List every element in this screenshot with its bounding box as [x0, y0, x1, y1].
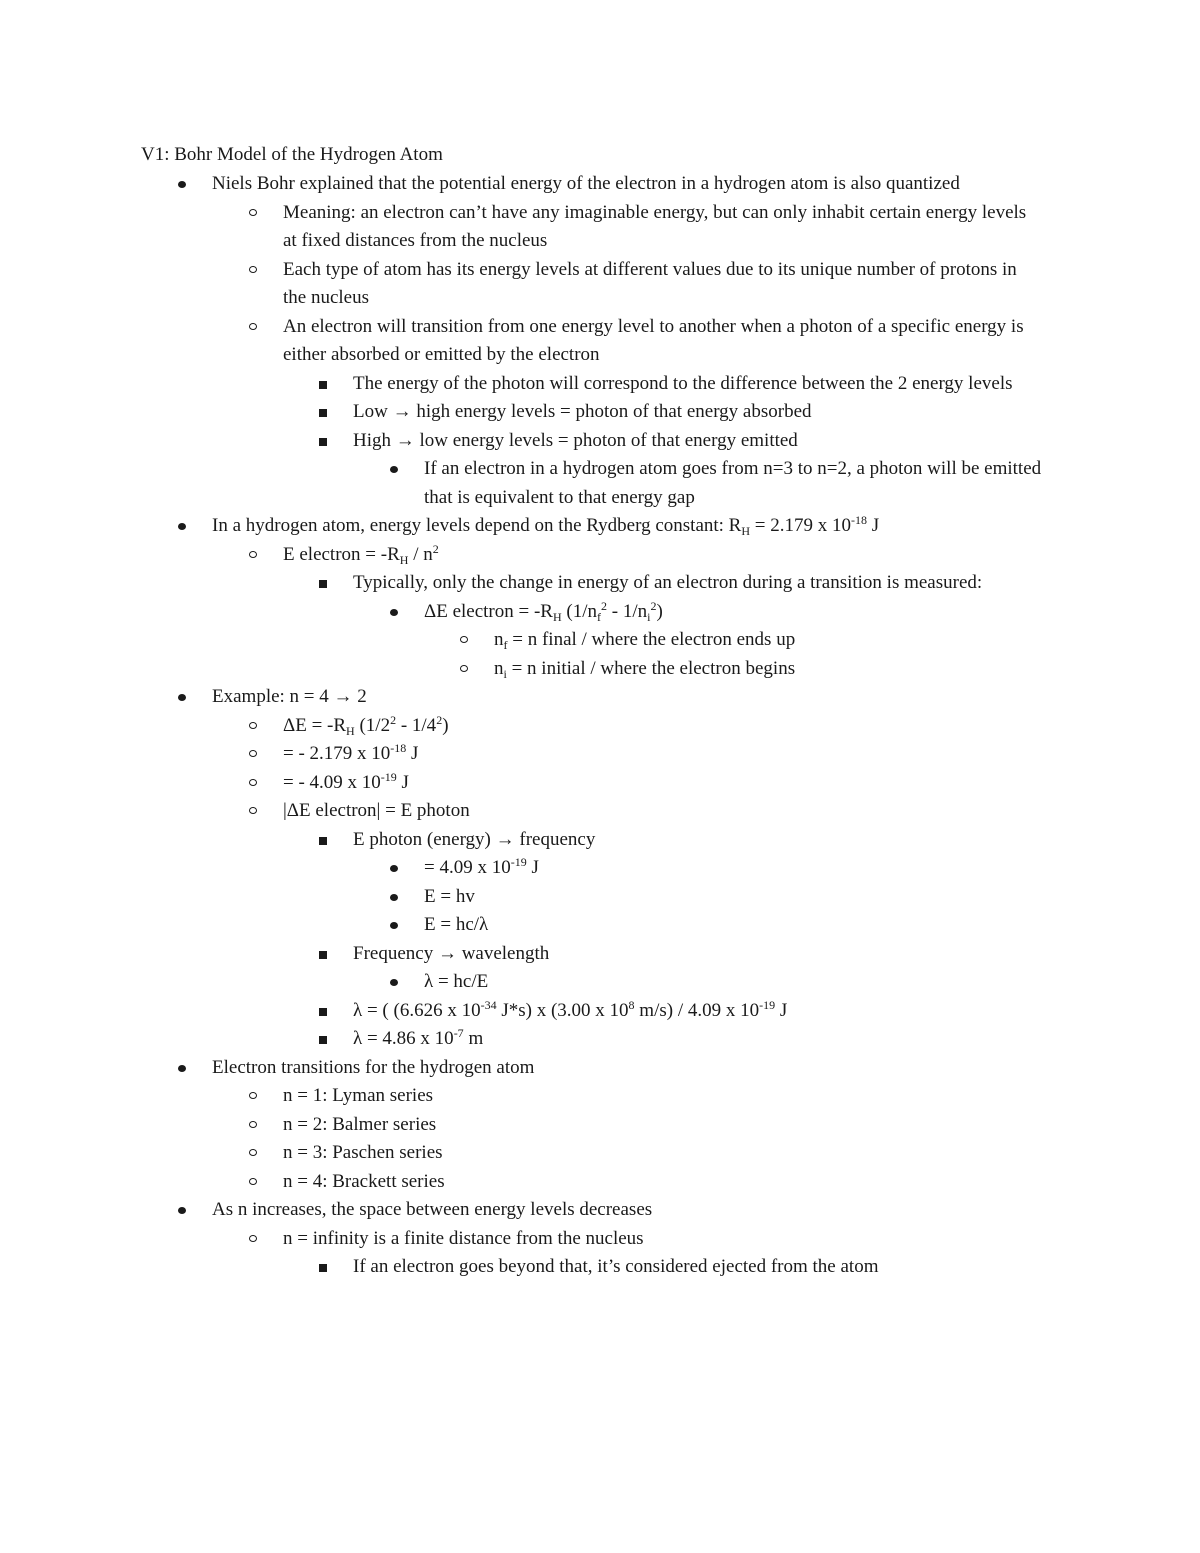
- text-segment: n = 1: Lyman series: [283, 1085, 434, 1106]
- text-segment: Frequency → wavelength: [353, 942, 550, 964]
- list-item: [0, 626, 1074, 655]
- circle-bullet-icon: [248, 712, 260, 741]
- supscript-text: -19: [759, 997, 776, 1012]
- disc-bullet-icon: [177, 512, 189, 541]
- list-item: [0, 883, 1064, 912]
- supscript-text: -7: [453, 1026, 464, 1040]
- text-segment: m: [463, 1028, 484, 1049]
- supscript-text: -19: [380, 769, 397, 784]
- list-item-text: [212, 1054, 1002, 1083]
- list-item-text: [212, 170, 1002, 199]
- text-segment: J: [775, 999, 788, 1021]
- list-item-text: [494, 626, 1074, 655]
- list-item-text: [283, 313, 1043, 370]
- text-segment: = n final / where the electron ends up: [507, 629, 796, 650]
- disc-bullet-icon: [389, 911, 401, 940]
- disc-bullet-icon: [177, 170, 189, 199]
- list-item-text: [353, 569, 1053, 598]
- text-segment: Example: n = 4 → 2: [212, 686, 367, 707]
- list-item: [0, 1111, 1043, 1140]
- text-segment: Each type of atom has its energy levels at different values due to its unique number of protons in the nucleus: [283, 258, 1017, 308]
- list-item-text: [353, 398, 1053, 427]
- text-segment: ΔE electron = -R: [424, 600, 553, 622]
- list-item: [0, 1196, 1002, 1225]
- circle-bullet-icon: [248, 313, 260, 342]
- supscript-text: 2: [390, 712, 397, 727]
- supscript-text: -19: [510, 855, 527, 869]
- text-segment: - 1/4: [396, 714, 437, 736]
- square-bullet-icon: [318, 826, 330, 855]
- subscript-text: H: [552, 609, 562, 624]
- text-segment: E electron = -R: [283, 543, 400, 565]
- circle-bullet-icon: [248, 1111, 260, 1140]
- list-item-text: [424, 455, 1064, 512]
- square-bullet-icon: [318, 427, 330, 456]
- text-segment: = - 2.179 x 10: [283, 743, 391, 764]
- list-item-text: [283, 1082, 1043, 1111]
- supscript-text: -18: [851, 513, 867, 527]
- text-segment: ΔE = -R: [283, 714, 347, 736]
- supscript-text: 2: [650, 598, 657, 613]
- text-segment: Typically, only the change in energy of an electron during a transition is measured:: [353, 572, 983, 593]
- square-bullet-icon: [318, 1253, 330, 1282]
- text-segment: ): [656, 600, 663, 622]
- list-item-text: [353, 826, 1053, 855]
- circle-bullet-icon: [248, 256, 260, 285]
- text-segment: λ = hc/E: [424, 971, 489, 992]
- list-item: [0, 1225, 1043, 1254]
- subscript-text: H: [399, 552, 409, 567]
- list-item-text: [283, 1139, 1043, 1168]
- text-segment: E = hv: [424, 885, 475, 907]
- list-item-text: [283, 199, 1043, 256]
- disc-bullet-icon: [389, 455, 401, 484]
- list-item: [0, 455, 1064, 512]
- list-item: [0, 1054, 1002, 1083]
- square-bullet-icon: [318, 940, 330, 969]
- text-segment: = n initial / where the electron begins: [506, 657, 796, 679]
- text-segment: In a hydrogen atom, energy levels depend on the Rydberg constant: R: [212, 515, 742, 536]
- list-item: [0, 199, 1043, 256]
- list-item: [0, 1025, 1053, 1054]
- supscript-text: -34: [480, 997, 497, 1012]
- circle-bullet-icon: [248, 1139, 260, 1168]
- list-item-text: [424, 598, 1064, 627]
- circle-bullet-icon: [248, 769, 260, 798]
- text-segment: (1/2: [354, 714, 391, 736]
- text-segment: J: [526, 857, 539, 878]
- text-segment: E = hc/λ: [424, 914, 489, 935]
- subscript-text: i: [647, 609, 651, 624]
- square-bullet-icon: [318, 1025, 330, 1054]
- list-item-text: [283, 1225, 1043, 1254]
- circle-bullet-icon: [248, 199, 260, 228]
- square-bullet-icon: [318, 569, 330, 598]
- text-segment: E photon (energy) → frequency: [353, 828, 596, 850]
- list-item: [0, 1253, 1053, 1282]
- text-segment: J: [406, 743, 419, 764]
- disc-bullet-icon: [389, 968, 401, 997]
- circle-bullet-icon: [248, 797, 260, 826]
- text-segment: - 1/n: [607, 600, 648, 622]
- text-segment: n: [494, 657, 504, 679]
- list-item-text: [353, 427, 1053, 456]
- circle-bullet-icon: [459, 655, 471, 684]
- list-item-text: [353, 997, 1053, 1026]
- disc-bullet-icon: [389, 598, 401, 627]
- text-segment: / n: [408, 543, 433, 565]
- square-bullet-icon: [318, 997, 330, 1026]
- list-item: [0, 655, 1074, 684]
- text-segment: n = 4: Brackett series: [283, 1170, 445, 1192]
- text-segment: n = infinity is a finite distance from the nucleus: [283, 1227, 644, 1249]
- text-segment: As n increases, the space between energy levels decreases: [212, 1199, 653, 1220]
- text-segment: If an electron goes beyond that, it’s considered ejected from the atom: [353, 1256, 879, 1277]
- subscript-text: f: [597, 609, 602, 624]
- square-bullet-icon: [318, 370, 330, 399]
- list-item: [0, 940, 1053, 969]
- list-item-text: [353, 1025, 1053, 1054]
- circle-bullet-icon: [248, 1082, 260, 1111]
- text-segment: = 4.09 x 10: [424, 857, 511, 878]
- text-segment: If an electron in a hydrogen atom goes from n=3 to n=2, a photon will be emitted that is equivalent to that energy gap: [424, 458, 1042, 508]
- list-item: [0, 854, 1064, 883]
- list-item-text: [424, 854, 1064, 883]
- list-item-text: [283, 797, 1043, 826]
- text-segment: Niels Bohr explained that the potential energy of the electron in a hydrogen atom is also quantized: [212, 173, 960, 194]
- text-segment: λ = ( (6.626 x 10: [353, 999, 481, 1021]
- list-item: [0, 398, 1053, 427]
- list-item: [0, 256, 1043, 313]
- text-segment: J: [396, 771, 409, 793]
- list-item: [0, 541, 1043, 570]
- list-item-text: [283, 1111, 1043, 1140]
- text-segment: The energy of the photon will correspond to the difference between the 2 energy levels: [353, 372, 1013, 394]
- list-item: [0, 370, 1053, 399]
- text-segment: n: [494, 629, 504, 650]
- list-item-text: [283, 256, 1043, 313]
- text-segment: J*s) x (3.00 x 10: [496, 999, 629, 1021]
- text-segment: ): [442, 714, 449, 736]
- text-segment: An electron will transition from one energy level to another when a photon of a specific energy is either absorbed or emitted by the electron: [283, 315, 1024, 365]
- list-item-text: [424, 968, 1064, 997]
- list-item-text: [283, 769, 1043, 798]
- disc-bullet-icon: [177, 683, 189, 712]
- text-segment: (1/n: [561, 600, 598, 622]
- supscript-text: -18: [390, 741, 407, 755]
- text-segment: |ΔE electron| = E photon: [283, 800, 470, 821]
- list-item-text: [494, 655, 1074, 684]
- supscript-text: 8: [628, 997, 635, 1012]
- disc-bullet-icon: [389, 883, 401, 912]
- text-segment: = - 4.09 x 10: [283, 771, 381, 793]
- list-item-text: [212, 512, 1002, 541]
- list-item-text: [353, 370, 1053, 399]
- text-segment: n = 2: Balmer series: [283, 1113, 437, 1135]
- text-segment: λ = 4.86 x 10: [353, 1028, 454, 1049]
- list-item: [0, 569, 1053, 598]
- subscript-text: H: [346, 723, 355, 738]
- list-item: [0, 598, 1064, 627]
- list-item: [0, 826, 1053, 855]
- disc-bullet-icon: [177, 1196, 189, 1225]
- list-item: [0, 313, 1043, 370]
- list-item: [0, 769, 1043, 798]
- square-bullet-icon: [318, 398, 330, 427]
- notes-list: [0, 170, 1200, 1282]
- list-item: [0, 1139, 1043, 1168]
- subscript-text: H: [741, 524, 751, 538]
- list-item-text: [212, 683, 1002, 712]
- document-title: V1: Bohr Model of the Hydrogen Atom: [141, 144, 443, 165]
- text-segment: J: [867, 515, 880, 536]
- list-item: [0, 512, 1002, 541]
- list-item: [0, 170, 1002, 199]
- list-item-text: [424, 911, 1064, 940]
- list-item-text: [283, 541, 1043, 570]
- list-item-text: [212, 1196, 1002, 1225]
- circle-bullet-icon: [459, 626, 471, 655]
- list-item-text: [283, 1168, 1043, 1197]
- list-item-text: [283, 712, 1043, 741]
- list-item: [0, 1168, 1043, 1197]
- disc-bullet-icon: [389, 854, 401, 883]
- subscript-text: f: [503, 638, 508, 652]
- list-item: [0, 740, 1043, 769]
- text-segment: m/s) / 4.09 x 10: [634, 999, 760, 1021]
- list-item-text: [353, 940, 1053, 969]
- list-item: [0, 997, 1053, 1026]
- list-item: [0, 911, 1064, 940]
- list-item: [0, 683, 1002, 712]
- circle-bullet-icon: [248, 1225, 260, 1254]
- list-item: [0, 797, 1043, 826]
- text-segment: High → low energy levels = photon of that energy emitted: [353, 429, 798, 451]
- text-segment: Low → high energy levels = photon of that energy absorbed: [353, 401, 812, 422]
- text-segment: Electron transitions for the hydrogen atom: [212, 1056, 535, 1078]
- circle-bullet-icon: [248, 541, 260, 570]
- list-item-text: [353, 1253, 1053, 1282]
- text-segment: = 2.179 x 10: [750, 515, 851, 536]
- list-item: [0, 712, 1043, 741]
- list-item: [0, 1082, 1043, 1111]
- supscript-text: 2: [432, 541, 439, 556]
- text-segment: Meaning: an electron can’t have any imaginable energy, but can only inhabit certain energy levels at fixed distances from the nucleus: [283, 201, 1027, 251]
- list-item: [0, 427, 1053, 456]
- list-item-text: [424, 883, 1064, 912]
- text-segment: n = 3: Paschen series: [283, 1142, 443, 1163]
- supscript-text: 2: [601, 598, 608, 613]
- circle-bullet-icon: [248, 740, 260, 769]
- list-item-text: [283, 740, 1043, 769]
- subscript-text: i: [503, 666, 507, 681]
- disc-bullet-icon: [177, 1054, 189, 1083]
- circle-bullet-icon: [248, 1168, 260, 1197]
- list-item: [0, 968, 1064, 997]
- supscript-text: 2: [436, 712, 443, 727]
